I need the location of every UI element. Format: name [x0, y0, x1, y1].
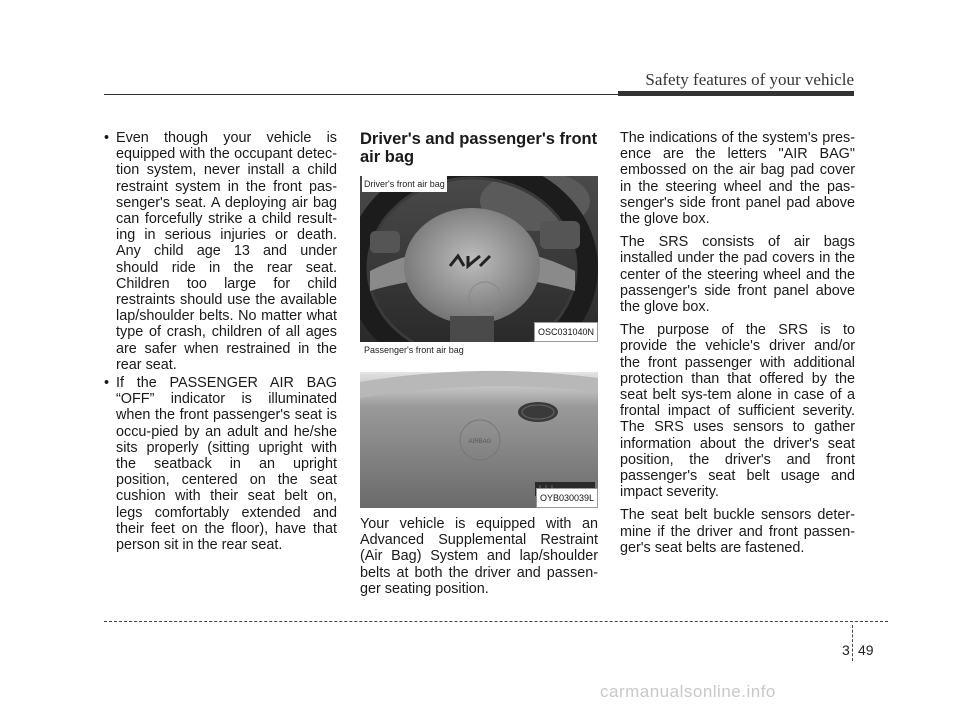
- bullet-text: Even though your vehicle is equipped with the occupant detec-tion system, never install a child restraint system in the front pas-senger's seat. A deploying air bag can forcefully strike a child result-ing in serious injuries or death. Any child age 13 and under should ride in the rear seat. Children too large for child restraints should use the available lap/shoulder belts. No matter what type of crash, children of all ages are safer when restrained in the rear seat.: [116, 130, 337, 373]
- body-paragraph: The SRS consists of air bags installed under the pad covers in the center of the steering wheel and the passenger's side front panel above the glove box.: [620, 234, 855, 316]
- footer-rule: [104, 621, 888, 622]
- bullet-item: [104, 130, 337, 373]
- bullet-list: [104, 130, 337, 553]
- watermark: carmanualsonline.info: [600, 682, 776, 701]
- figure-label: Driver's front air bag: [362, 176, 447, 192]
- column-right: [620, 130, 855, 563]
- bullet-glyph: •: [104, 130, 110, 146]
- body-paragraph: The purpose of the SRS is to provide the vehicle's driver and/or the front passenger with additional protection than that offered by the seat belt sys-tem alone in case of a frontal impact of sufficient severity. The SRS uses sensors to gather information about the driver's seat position, the driver's and front passenger's seat belt usage and impact severity.: [620, 322, 855, 501]
- figure-code: OSC031040N: [534, 322, 598, 342]
- driver-airbag-figure: [360, 176, 598, 342]
- steering-wheel-illustration: [360, 176, 598, 342]
- figure-code: OYB030039L: [536, 488, 598, 508]
- bullet-text: If the PASSENGER AIR BAG “OFF” indicator is illuminated when the front passenger's seat is occu-pied by an adult and he/she sits properly (sitting upright with the seatback in an upright position, centered on the seat cushion with their seat belt on, legs comfortably extended and their feet on the floor), have that person sit in the rear seat.: [116, 375, 337, 554]
- body-paragraph: Your vehicle is equipped with an Advanced Supplemental Restraint (Air Bag) System and lap/shoulder belts at both the driver and passen-ger seating position.: [360, 516, 598, 597]
- chapter-number: 3: [842, 642, 850, 658]
- section-heading: Driver's and passenger's front air bag: [360, 130, 598, 166]
- column-left: [104, 130, 337, 555]
- bullet-glyph: •: [104, 375, 110, 392]
- passenger-airbag-figure: [360, 342, 598, 508]
- figure-label: Passenger's front air bag: [362, 342, 466, 358]
- page-number: 49: [858, 642, 874, 658]
- section-title: Safety features of your vehicle: [645, 70, 854, 89]
- body-paragraph: The indications of the system's pres-ence are the letters "AIR BAG" embossed on the air bag pad cover in the steering wheel and the pas-senger's side front panel pad above the glove box.: [620, 130, 855, 228]
- column-middle: [360, 130, 598, 604]
- bullet-item: [104, 375, 337, 553]
- footer-divider: [852, 625, 853, 661]
- airbag-emblem: AIRBAG: [468, 439, 492, 445]
- dashboard-illustration: [360, 342, 598, 508]
- header-rule-accent: [618, 91, 854, 96]
- body-paragraph: The seat belt buckle sensors deter-mine if the driver and front passen-ger's seat belts are fastened.: [620, 507, 855, 556]
